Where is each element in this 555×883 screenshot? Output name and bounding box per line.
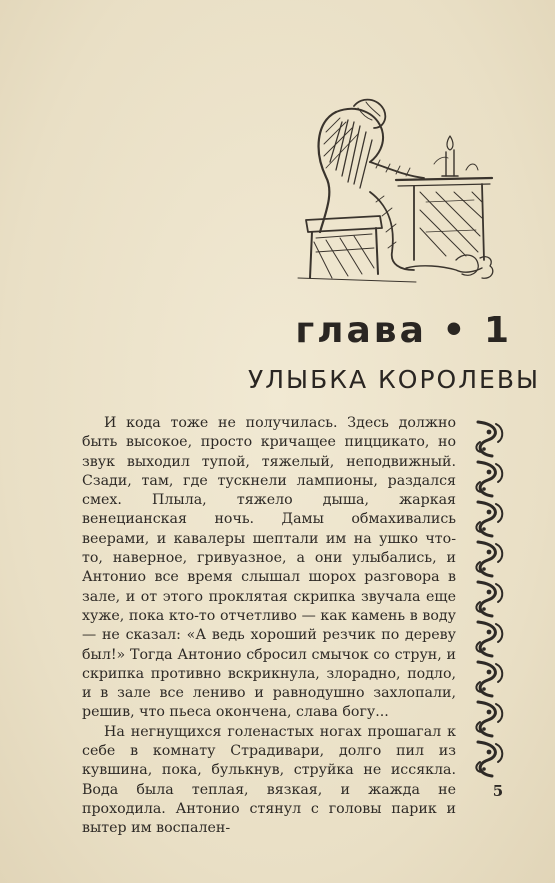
chapter-heading: глава • 1 xyxy=(295,310,512,351)
chapter-title: УЛЫБКА КОРОЛЕВЫ xyxy=(248,365,541,394)
vertical-ornament-icon xyxy=(470,418,508,783)
paragraph: На негнущихся голенастых ногах прошагал к себе в комнату Страдивари, долго пил из кувшина, пока, булькнув, струйка не иссякла. Вода была теплая, вязкая, и жажда не проходила. Антонио стянул с головы парик и вытер им воспален- xyxy=(82,723,456,837)
paragraph: И кода тоже не получилась. Здесь должно быть высокое, просто кричащее пиццикато, но звук выходил тупой, тяжелый, неподвижный. Сзади, там, где тускнели лампионы, раздался смех. Плыла, тяжело дыша, жаркая венецианская ночь. Дамы обмахивались веерами, и кавалеры шептали им на ушко что-то, наверное, гривуазное, а они улыбались, и Антонио все время слышал шорох разговора в зале, и от этого проклятая скрипка звучала еще хуже, пока кто-то отчетливо — как камень в воду — не сказал: «А ведь хороший резчик по дереву был!» Тогда Антонио сбросил смычок со струн, и скрипка противно вскрикнула, злорадно, подло, и в зале все лениво и равнодушно захлопали, решив, что пьеса окончена, слава богу... xyxy=(82,415,456,721)
page-number: 5 xyxy=(492,782,504,800)
chapter-illustration-icon xyxy=(296,92,504,292)
chapter-body xyxy=(82,414,456,839)
